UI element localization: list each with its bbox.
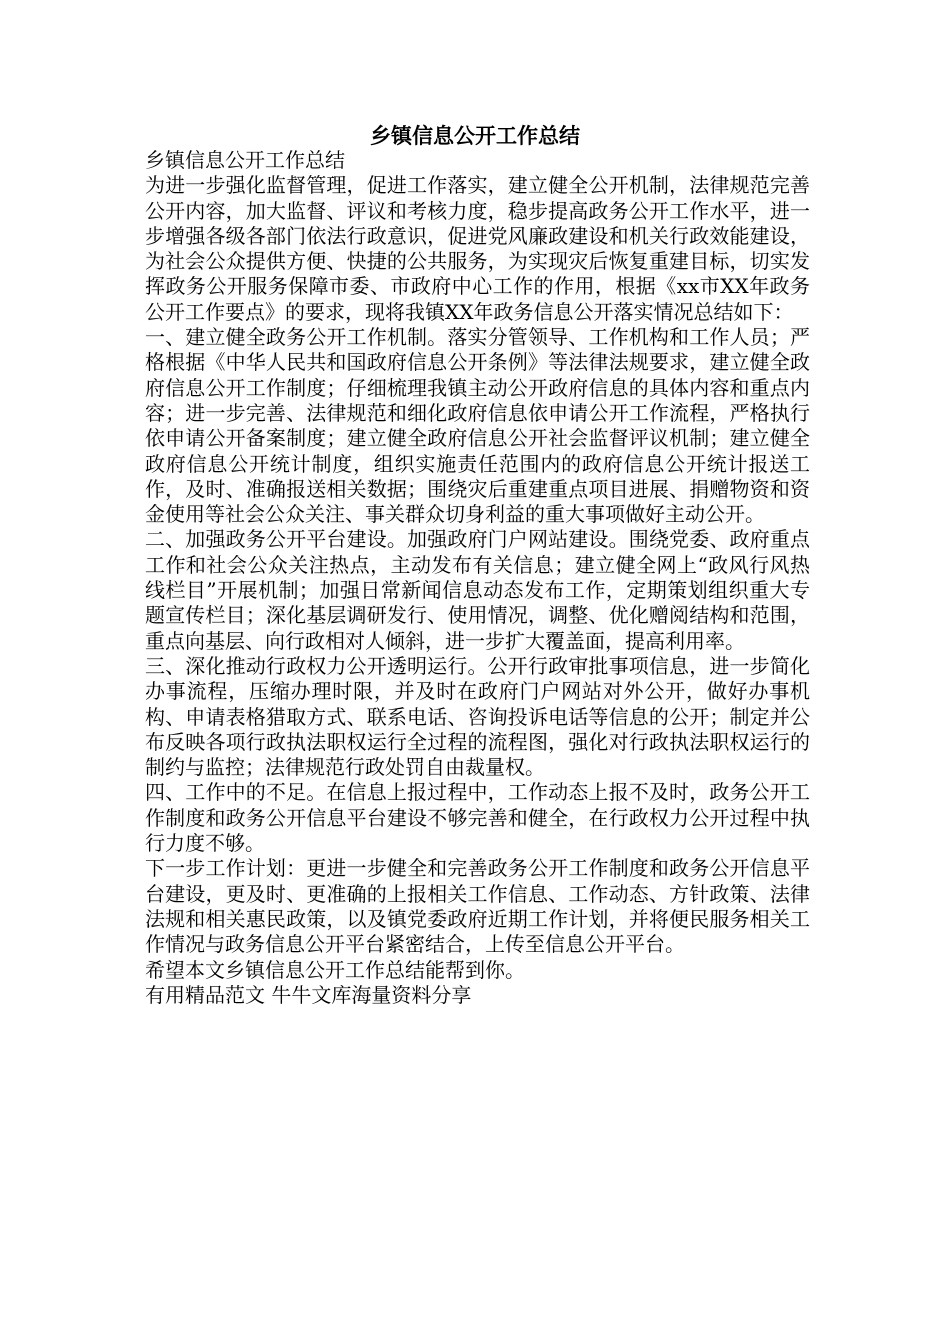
document-title: 乡镇信息公开工作总结 [370, 124, 580, 148]
section-four-paragraph: 四、工作中的不足。在信息上报过程中，工作动态上报不及时，政务公开工作制度和政务公开信息平台建设不够完善和健全，在行政权力公开过程中执行力度不够。 [145, 780, 810, 856]
subtitle-paragraph: 乡镇信息公开工作总结 [145, 148, 345, 172]
document-body [145, 148, 810, 1008]
section-one-paragraph: 一、建立健全政务公开工作机制。落实分管领导、工作机构和工作人员；严格根据《中华人民共和国政府信息公开条例》等法律法规要求，建立健全政府信息公开工作制度；仔细梳理我镇主动公开政府信息的具体内容和重点内容；进一步完善、法律规范和细化政府信息依申请公开工作流程，严格执行依申请公开备案制度；建立健全政府信息公开社会监督评议机制；建立健全政府信息公开统计制度，组织实施责任范围内的政府信息公开统计报送工作，及时、准确报送相关数据；围绕灾后重建重点项目进展、捐赠物资和资金使用等社会公众关注、事关群众切身利益的重大事项做好主动公开。 [145, 325, 810, 527]
next-plan-paragraph: 下一步工作计划：更进一步健全和完善政务公开工作制度和政务公开信息平台建设，更及时、更准确的上报相关工作信息、工作动态、方针政策、法律法规和相关惠民政策，以及镇党委政府近期工作计划，并将便民服务相关工作情况与政务信息公开平台紧密结合，上传至信息公开平台。 [145, 856, 810, 957]
section-two-paragraph: 二、加强政务公开平台建设。加强政府门户网站建设。围绕党委、政府重点工作和社会公众关注热点，主动发布有关信息；建立健全网上“政风行风热线栏目”开展机制；加强日常新闻信息动态发布工作，定期策划组织重大专题宣传栏目；深化基层调研发行、使用情况，调整、优化赠阅结构和范围，重点向基层、向行政相对人倾斜，进一步扩大覆盖面，提高利用率。 [145, 527, 810, 653]
closing-paragraph: 希望本文乡镇信息公开工作总结能帮到你。 [145, 957, 525, 982]
intro-paragraph: 为进一步强化监督管理，促进工作落实，建立健全公开机制，法律规范完善公开内容，加大监督、评议和考核力度，稳步提高政务公开工作水平，进一步增强各级各部门依法行政意识，促进党风廉政建设和机关行政效能建设，为社会公众提供方便、快捷的公共服务，为实现灾后恢复重建目标，切实发挥政务公开服务保障市委、市政府中心工作的作用，根据《xx市XX年政务公开工作要点》的要求，现将我镇XX年政务信息公开落实情况总结如下： [145, 173, 810, 324]
footer-paragraph: 有用精品范文 牛牛文库海量资料分享 [145, 982, 472, 1007]
section-three-paragraph: 三、深化推动行政权力公开透明运行。公开行政审批事项信息，进一步简化办事流程，压缩办理时限，并及时在政府门户网站对外公开，做好办事机构、申请表格猎取方式、联系电话、咨询投诉电话等信息的公开；制定并公布反映各项行政执法职权运行全过程的流程图，强化对行政执法职权运行的制约与监控；法律规范行政处罚自由裁量权。 [145, 653, 810, 780]
